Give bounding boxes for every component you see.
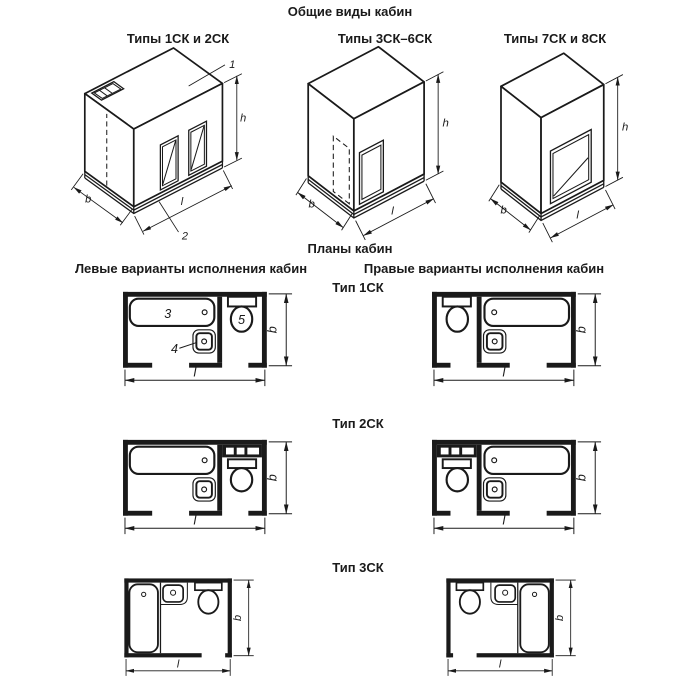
dim-label-b: b xyxy=(265,474,280,482)
washbasin xyxy=(193,478,215,501)
dimension-b xyxy=(575,294,602,366)
bathtub xyxy=(129,584,158,652)
bathtub xyxy=(484,447,569,474)
washbasin xyxy=(484,330,506,353)
dimension-l xyxy=(125,365,265,386)
cabin-box xyxy=(501,53,604,213)
right-variants-header: Правые варианты исполнения кабин xyxy=(363,261,605,276)
dimension-b xyxy=(266,442,293,514)
dimension-b xyxy=(232,580,254,656)
dimension-h xyxy=(605,75,628,187)
dimension-l xyxy=(434,513,574,534)
cabin-box xyxy=(85,48,223,207)
type-label-2sk: Тип 2СК xyxy=(332,416,384,431)
toilet xyxy=(456,583,483,614)
iso-caption-types-1sk-2sk: Типы 1СК и 2СК xyxy=(126,31,230,46)
dim-label-l: l xyxy=(180,196,184,209)
callout-2-base xyxy=(159,202,188,243)
bathtub xyxy=(130,447,215,474)
dimension-l xyxy=(448,658,552,675)
bathtub xyxy=(520,584,549,652)
bathtub xyxy=(484,299,569,326)
dim-label-l: l xyxy=(176,658,180,671)
washbasin xyxy=(484,478,506,501)
plan-1sk-left xyxy=(119,288,299,390)
iso-caption-types-3sk-6sk: Типы 3СК–6СК xyxy=(337,31,433,46)
dim-label-l: l xyxy=(391,205,394,218)
dim-label-b: b xyxy=(500,204,507,217)
dim-label-l: l xyxy=(193,365,197,380)
dim-label-b: b xyxy=(232,614,245,621)
dim-label-b: b xyxy=(265,326,280,334)
vent-block xyxy=(222,445,262,458)
dimension-h xyxy=(224,74,246,167)
dim-label-l: l xyxy=(576,209,579,222)
washbasin xyxy=(160,583,187,605)
left-variants-header: Левые варианты исполнения кабин xyxy=(74,261,308,276)
page-title: Общие виды кабин xyxy=(287,4,413,19)
dimension-l xyxy=(434,365,574,386)
callout-label-3: 3 xyxy=(164,307,172,322)
dim-label-l: l xyxy=(498,658,502,671)
plans-title: Планы кабин xyxy=(307,241,393,256)
dimension-b xyxy=(575,442,602,514)
plan-3sk-right xyxy=(443,575,590,686)
callout-label-1: 1 xyxy=(229,59,236,72)
dimension-l xyxy=(126,658,230,675)
vent-block xyxy=(437,445,477,458)
plan-3sk-left xyxy=(121,575,268,686)
toilet xyxy=(443,297,471,332)
washbasin xyxy=(193,330,215,353)
dim-label-l: l xyxy=(502,513,506,528)
toilet xyxy=(443,459,471,491)
plan-2sk-right xyxy=(428,436,608,538)
dimension-b xyxy=(554,580,576,656)
dimension-b xyxy=(266,294,293,366)
iso-caption-types-7sk-8sk: Типы 7СК и 8СК xyxy=(503,31,607,46)
iso-view-types-7sk-8sk xyxy=(480,48,650,257)
dim-label-b: b xyxy=(308,198,315,211)
toilet xyxy=(195,583,222,614)
dim-label-l: l xyxy=(193,513,197,528)
washbasin xyxy=(491,583,518,605)
type-label-1sk: Тип 1СК xyxy=(332,280,384,295)
iso-view-types-3sk-6sk xyxy=(288,44,468,255)
dim-label-b: b xyxy=(574,326,589,334)
plan-2sk-left xyxy=(119,436,299,538)
bathtub xyxy=(130,299,215,326)
dimension-h xyxy=(426,72,449,180)
callout-label-2: 2 xyxy=(181,230,189,243)
toilet xyxy=(228,459,256,491)
iso-view-types-1sk-2sk xyxy=(62,42,252,249)
plan-1sk-right xyxy=(428,288,608,390)
dim-label-b: b xyxy=(554,614,567,621)
dim-label-b: b xyxy=(85,193,92,206)
dim-label-h: h xyxy=(240,112,247,125)
callout-label-4: 4 xyxy=(171,342,179,357)
callout-label-5: 5 xyxy=(238,312,246,327)
dim-label-h: h xyxy=(622,121,629,134)
dim-label-b: b xyxy=(574,474,589,482)
type-label-3sk: Тип 3СК xyxy=(332,560,384,575)
dimension-l xyxy=(125,513,265,534)
dim-label-h: h xyxy=(442,117,449,130)
dim-label-l: l xyxy=(502,365,506,380)
